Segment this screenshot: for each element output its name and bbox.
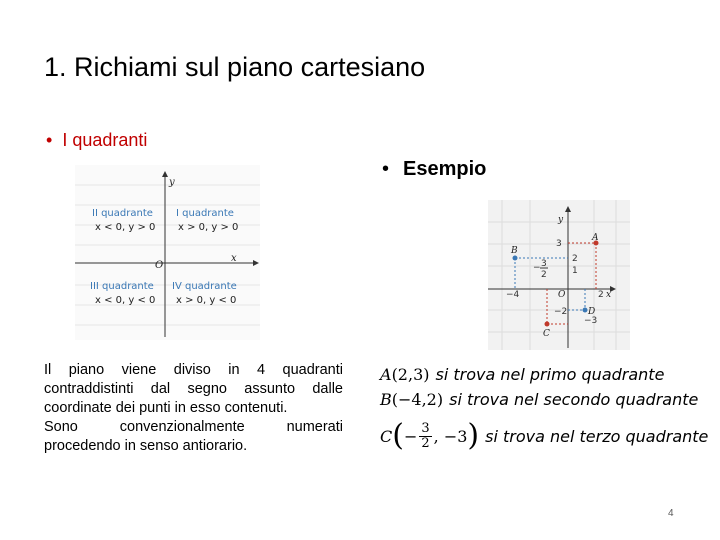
q4-label: IV quadrante <box>172 281 237 292</box>
formula-c-num: 3 <box>421 420 430 436</box>
formula-a <box>380 362 715 387</box>
formula-b <box>380 387 715 412</box>
bullet-quadranti-label: I quadranti <box>62 130 148 150</box>
ex-origin: O <box>558 290 566 300</box>
formula-b-text: si trova nel secondo quadrante <box>449 390 699 409</box>
q3-label: III quadrante <box>90 281 154 292</box>
formula-c-name: C <box>380 426 393 446</box>
ex-tick-minus2: −2 <box>554 307 568 317</box>
quadrants-figure <box>75 165 260 340</box>
origin-label: O <box>155 260 164 271</box>
example-formulas <box>380 362 715 458</box>
ex-tick-minus4: −4 <box>506 290 520 300</box>
point-d-label: D <box>588 307 596 317</box>
q4-condition: x > 0, y < 0 <box>176 295 237 306</box>
page-number: 4 <box>668 508 674 519</box>
point-c <box>545 322 550 327</box>
formula-a-name: A <box>380 365 392 384</box>
q3-condition: x < 0, y < 0 <box>95 295 156 306</box>
ex-tick-frac-minus: − <box>533 263 541 273</box>
formula-c-rest: , −3 <box>433 426 468 446</box>
ex-tick-frac-den: 2 <box>541 270 547 280</box>
formula-c-den: 2 <box>421 435 430 451</box>
bullet-esempio-label: Esempio <box>403 158 487 180</box>
bullet-dot: • <box>46 130 53 150</box>
bullet-dot: • <box>382 158 390 180</box>
formula-c-fraction <box>419 422 431 451</box>
ex-tick-frac-num: 3 <box>541 259 547 269</box>
formula-a-text: si trova nel primo quadrante <box>435 365 665 384</box>
q1-label: I quadrante <box>176 208 234 219</box>
formula-c-open-paren: ( <box>392 418 404 453</box>
formula-c-close-paren: ) <box>467 418 480 453</box>
ex-axis-x: x <box>606 290 612 300</box>
description-line-2: Sono convenzionalmente numerati procedendo in senso antiorario. <box>44 419 343 454</box>
slide-title: 1. Richiami sul piano cartesiano <box>44 52 426 82</box>
point-d <box>583 308 588 313</box>
axis-x-label: x <box>231 253 237 264</box>
bullet-esempio <box>382 158 486 181</box>
point-b-label: B <box>511 246 518 256</box>
ex-tick-minus3: −3 <box>584 316 598 326</box>
bullet-quadranti <box>46 130 147 151</box>
formula-b-name: B <box>380 390 392 409</box>
description-line-1: Il piano viene diviso in 4 quadranti contraddistinti dal segno assunto dalle coordinate dei punti in esso contenuti. <box>44 362 343 416</box>
example-figure <box>488 200 630 350</box>
description-paragraph <box>44 361 343 456</box>
formula-b-coords: (−4,2) <box>391 390 444 409</box>
ex-tick-2: 2 <box>572 254 578 264</box>
ex-tick-3: 3 <box>556 239 562 249</box>
formula-a-coords: (2,3) <box>391 365 430 384</box>
point-c-label: C <box>543 329 550 339</box>
q1-condition: x > 0, y > 0 <box>178 222 239 233</box>
q2-label: II quadrante <box>92 208 153 219</box>
formula-c <box>380 414 715 458</box>
ex-tick-2-x: 2 <box>598 290 604 300</box>
formula-c-text: si trova nel terzo quadrante <box>485 426 709 446</box>
axis-y-label: y <box>169 177 175 188</box>
point-b <box>513 256 518 261</box>
formula-c-minus: − <box>403 426 418 446</box>
ex-axis-y: y <box>558 215 564 225</box>
ex-tick-1: 1 <box>572 266 578 276</box>
point-a-label: A <box>592 233 599 243</box>
q2-condition: x < 0, y > 0 <box>95 222 156 233</box>
